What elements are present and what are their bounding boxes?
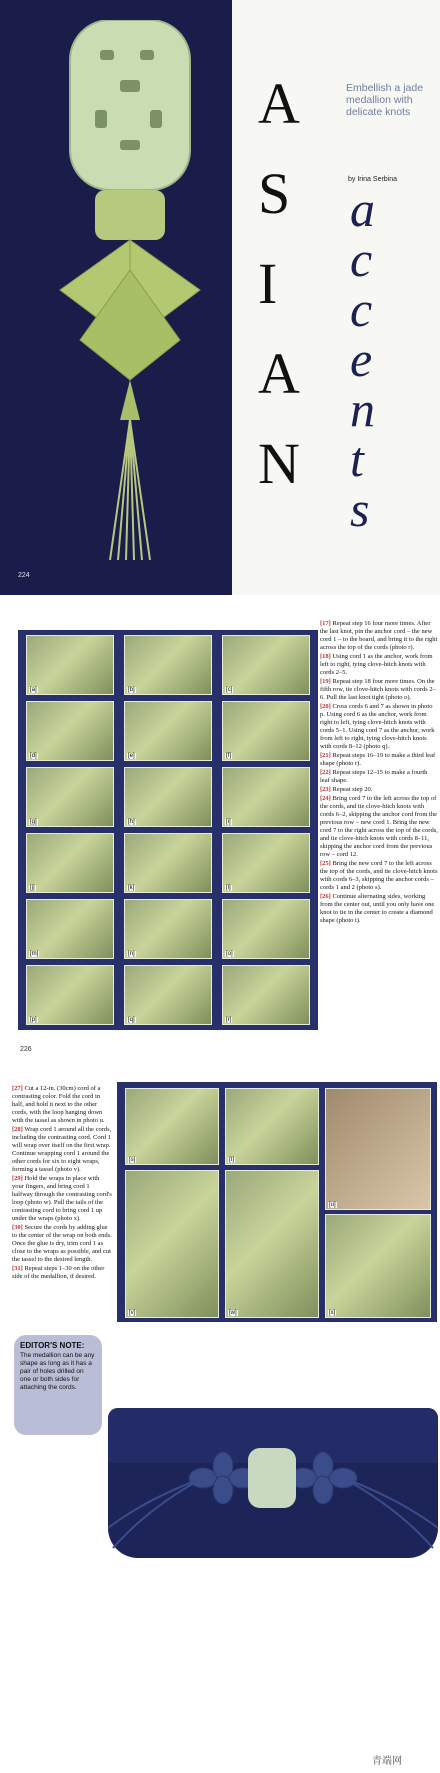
jade-medallion	[248, 1448, 296, 1508]
step	[320, 860, 438, 892]
step	[320, 893, 438, 925]
photo-label: [c]	[226, 687, 233, 693]
step-photo	[124, 767, 212, 827]
step-text: Repeat step 18 four more times. On the fifth row, tie clove-hitch knots with cords 2–6. Pull the last knot tight (photo o).	[320, 678, 436, 701]
step	[12, 1175, 112, 1223]
photo-label: [w]	[229, 1310, 237, 1316]
byline: by Irina Serbina	[348, 176, 398, 183]
photo-label: [o]	[226, 951, 233, 957]
subtitle: Embellish a jade medallion with delicate knots	[346, 82, 424, 118]
step	[320, 620, 438, 652]
title-letter: I	[258, 251, 278, 316]
photo-label: [p]	[30, 1017, 37, 1023]
step-text: Wrap cord 1 around all the cords, including the contrasting cord. Cord 1 will wrap over itself on the first wrap. Continue wrapping cord 1 around the other cords for six to eight wraps, forming a tassel (photo v).	[12, 1126, 112, 1173]
step-photo	[124, 965, 212, 1025]
step-photo	[325, 1214, 431, 1318]
photo-label: [r]	[226, 1017, 232, 1023]
step-photo	[125, 1088, 219, 1165]
step-text: Hold the wraps in place with your fingers, and bring cord 1 halfway through the contrasting cord's loop (photo w). Pull the tails of the contrasting cord to bring cord 1 up under the wraps (photo x).	[12, 1175, 112, 1222]
step-text: Repeat steps 1–30 on the other side of the medallion, if desired.	[12, 1265, 105, 1280]
step-text: Repeat steps 12–15 to make a fourth leaf shape.	[320, 769, 428, 784]
step	[12, 1085, 112, 1125]
step-photo	[26, 701, 114, 761]
step-photo	[222, 635, 310, 695]
step	[320, 786, 438, 794]
step-text: Repeat steps 16–19 to make a third leaf shape (photo r).	[320, 752, 436, 767]
photo-label: [m]	[30, 951, 39, 957]
accent-letter: e	[350, 331, 373, 387]
photo-label: [h]	[128, 819, 135, 825]
accent-letter: t	[350, 431, 364, 487]
step-number: [30]	[12, 1224, 23, 1231]
step-number: [29]	[12, 1175, 23, 1182]
step	[320, 678, 438, 702]
photo-label: [d]	[30, 753, 37, 759]
step-text: Repeat step 16 four more times. After the last knot, pin the anchor cord – the new cord 1 – to the board, and bring it to the right across the top of the cords (photo r).	[320, 620, 438, 651]
photo-label: [j]	[30, 885, 35, 891]
photo-label: [f]	[226, 753, 232, 759]
accent-letter: s	[350, 481, 370, 537]
photo-label: [x]	[329, 1310, 336, 1316]
photo-label: [u]	[329, 1202, 336, 1208]
page-number: 226	[20, 1046, 32, 1053]
step-photo-grid	[117, 1082, 437, 1322]
step-number: [20]	[320, 703, 331, 710]
step-photo	[222, 701, 310, 761]
step-photo-grid	[18, 630, 318, 1030]
step-photo	[26, 899, 114, 959]
photo-label: [i]	[226, 819, 231, 825]
page-number: 224	[18, 572, 30, 579]
accent-letter: c	[350, 231, 373, 287]
photo-label: [t]	[229, 1157, 235, 1163]
editor-note-body: The medallion can be any shape as long as it has a pair of holes drilled on one or both sides for attaching the cords.	[20, 1352, 95, 1391]
accent-letter: n	[350, 381, 375, 437]
step-photo	[222, 833, 310, 893]
step-photo	[225, 1170, 319, 1318]
step-text: Secure the cords by adding glue to the center of the wrap on both ends. Once the glue is dry, trim cord 1 as close to the wraps as possible, and cut the tassel to the desired length.	[12, 1224, 112, 1263]
step	[320, 795, 438, 859]
step-number: [23]	[320, 786, 331, 793]
photo-label: [s]	[129, 1157, 136, 1163]
step	[12, 1265, 112, 1281]
step-photo	[222, 899, 310, 959]
step-photo	[26, 965, 114, 1025]
photo-label: [n]	[128, 951, 135, 957]
step-photo	[124, 701, 212, 761]
step-text: Cross cords 6 and 7 as shown in photo p. Using cord 6 as the anchor, work from right to left, tying clove-hitch knots with cords 5–1. Using cord 7 as the anchor, work from left to right, tying clove-hitch knots with cords 8–12 (photo q).	[320, 703, 435, 750]
photo-label: [e]	[128, 753, 135, 759]
instructions-column	[12, 1085, 112, 1282]
title-letter: N	[258, 431, 300, 496]
step-photo	[26, 635, 114, 695]
step-photo	[26, 833, 114, 893]
accent-letter: c	[350, 281, 373, 337]
photo-label: [g]	[30, 819, 37, 825]
step-text: Bring the new cord 7 to the left across the top of the cords, and tie clove-hitch knots with cords 6–3, skipping the anchor cords – cords 1 and 2 (photo s).	[320, 860, 438, 891]
step-number: [31]	[12, 1265, 23, 1272]
title-letter: A	[258, 341, 300, 406]
step-number: [22]	[320, 769, 331, 776]
step-photo	[124, 899, 212, 959]
step	[12, 1224, 112, 1264]
photo-label: [q]	[128, 1017, 135, 1023]
photo-label: [v]	[129, 1310, 136, 1316]
step	[320, 752, 438, 768]
title-letter: A	[258, 71, 300, 136]
step	[12, 1126, 112, 1174]
step-number: [25]	[320, 860, 331, 867]
step-number: [28]	[12, 1126, 23, 1133]
step-photo	[222, 965, 310, 1025]
step-number: [19]	[320, 678, 331, 685]
step-number: [21]	[320, 752, 331, 759]
step-photo	[222, 767, 310, 827]
step	[320, 769, 438, 785]
step-photo	[124, 635, 212, 695]
step-text: Repeat step 20.	[332, 786, 373, 793]
step-photo	[124, 833, 212, 893]
photo-label: [b]	[128, 687, 135, 693]
editor-note	[14, 1335, 102, 1435]
step-photo	[225, 1088, 319, 1165]
step	[320, 703, 438, 751]
step-number: [17]	[320, 620, 331, 627]
editor-note-title: EDITOR'S NOTE:	[20, 1341, 85, 1350]
step-text: Using cord 1 as the anchor, work from left to right, tying clove-hitch knots with cords 2–5.	[320, 653, 433, 676]
step-number: [18]	[320, 653, 331, 660]
clutch-photo	[108, 1408, 438, 1558]
title-letter: S	[258, 161, 291, 226]
instructions-column	[320, 620, 438, 926]
jade-medallion-illustration	[40, 20, 220, 560]
photo-label: [l]	[226, 885, 231, 891]
step-number: [27]	[12, 1085, 23, 1092]
step-number: [24]	[320, 795, 331, 802]
photo-label: [a]	[30, 687, 37, 693]
step-number: [26]	[320, 893, 331, 900]
step-text: Cut a 12-in. (30cm) cord of a contrasting color. Fold the cord in half, and hold it next to the other cords, with the loop hanging down with the tassel as shown in photo u.	[12, 1085, 105, 1124]
watermark: 青端网	[372, 1756, 402, 1767]
step-text: Continue alternating sides, working from the center out, until you only have one knot to tie in the center to create a diamond shape (photo t).	[320, 893, 435, 924]
photo-label: [k]	[128, 885, 135, 891]
step	[320, 653, 438, 677]
step-photo	[325, 1088, 431, 1210]
step-text: Bring cord 7 to the left across the top of the cords, and tie clove-hitch knots with cords 6–2, skipping the anchor cord from the previous row – new cord 1. Bring the new cord 7 to the right across the top of the cords, and tie clove-hitch knots with cords 8–11, skipping the anchor cord from the previous row – cord 12.	[320, 795, 438, 858]
step-photo	[26, 767, 114, 827]
accent-letter: a	[350, 181, 375, 237]
step-photo	[125, 1170, 219, 1318]
